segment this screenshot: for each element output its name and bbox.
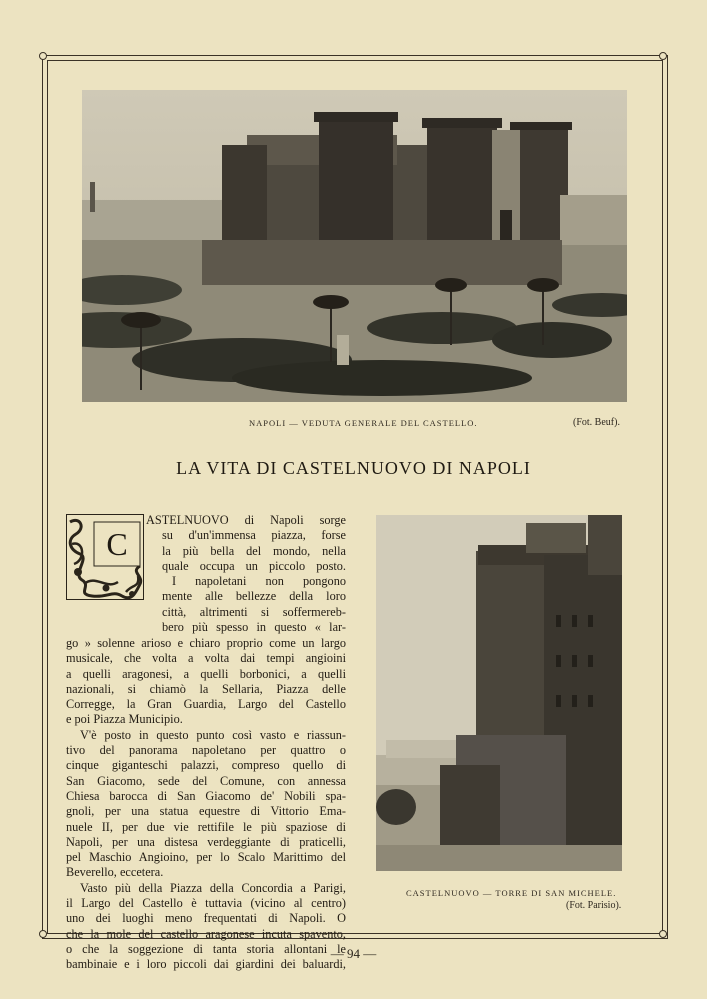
text-line: Corregge, la Gran Guardia, Largo del Castello bbox=[66, 697, 346, 712]
tower-credit: (Fot. Parisio). bbox=[566, 900, 622, 911]
text-line: gnoli, per una statua equestre di Vittorio Ema- bbox=[66, 804, 346, 819]
page-number: — 94 — bbox=[330, 946, 377, 961]
text-line: la più bella del mondo, nella bbox=[162, 543, 346, 558]
castle-overview-caption: NAPOLI — VEDUTA GENERALE DEL CASTELLO. bbox=[249, 418, 478, 428]
text-line: cinque giganteschi palazzi, compreso quello di bbox=[66, 758, 346, 773]
text-line: bero più spesso in questo « lar- bbox=[162, 620, 346, 635]
text-line: I napoletani non pongono bbox=[172, 574, 346, 589]
text-line: città, altrimenti si soffermereb- bbox=[162, 604, 346, 619]
text-line: pel Maschio Angioino, per lo Scalo Marittimo del bbox=[66, 850, 346, 865]
text-line: nazionali, si chiamò la Sellaria, Piazza delle bbox=[66, 681, 346, 696]
text-line: uno dei luoghi meno frequentati di Napoli. O bbox=[66, 911, 346, 926]
text-line: go » solenne arioso e chiaro proprio come un largo bbox=[66, 636, 346, 650]
drop-cap-letter: C bbox=[106, 526, 128, 562]
text-line: Napoli, per una distesa verdeggiante di praticelli, bbox=[66, 834, 346, 849]
text-line: a quelli aragonesi, a quelli borbonici, a quelli bbox=[66, 666, 346, 681]
tower-caption: CASTELNUOVO — TORRE DI SAN MICHELE. bbox=[406, 888, 617, 898]
corner-ornament bbox=[39, 52, 47, 60]
text-line: mente alle bellezze della loro bbox=[162, 589, 346, 604]
text-line: Beverello, eccetera. bbox=[66, 865, 164, 880]
corner-ornament bbox=[659, 52, 667, 60]
text-line: bambinaie e i loro piccoli dai giardini dei baluardi, bbox=[66, 957, 346, 972]
text-line: nuele II, per due vie rettifile le più spaziose di bbox=[66, 819, 346, 834]
text-line: su d'un'immensa piazza, forse bbox=[162, 528, 346, 543]
text-line: il Largo del Castello è tuttavia (vicino al centro) bbox=[66, 896, 346, 911]
text-line: ASTELNUOVO di Napoli sorge bbox=[146, 513, 346, 527]
text-line: San Giacomo, sede del Comune, con annessa bbox=[66, 773, 346, 788]
text-line: quale occupa un piccolo posto. bbox=[162, 558, 346, 573]
text-line: o che la soggezione di tanta storia allontani le bbox=[66, 941, 346, 956]
drop-cap bbox=[66, 514, 144, 600]
castle-overview-photo bbox=[82, 90, 627, 402]
article-text bbox=[66, 636, 346, 973]
text-line: V'è posto in questo punto così vasto e riassun- bbox=[80, 727, 346, 742]
castle-overview-credit: (Fot. Beuf). bbox=[573, 417, 620, 428]
text-line: musicale, che volta a volta dai tempi angioini bbox=[66, 651, 346, 666]
text-line: che la mole del castello aragonese incuta spavento, bbox=[66, 926, 346, 941]
text-line: Chiesa barocca di San Giacomo de' Nobili spa- bbox=[66, 788, 346, 803]
article-text-indented bbox=[146, 513, 346, 635]
article-title: LA VITA DI CASTELNUOVO DI NAPOLI bbox=[176, 458, 531, 478]
text-line: e poi Piazza Municipio. bbox=[66, 712, 183, 727]
corner-ornament bbox=[659, 930, 667, 938]
text-line: Vasto più della Piazza della Concordia a Parigi, bbox=[80, 880, 346, 895]
tower-photo bbox=[376, 515, 622, 871]
corner-ornament bbox=[39, 930, 47, 938]
text-line: tivo del panorama napoletano per quattro o bbox=[66, 743, 346, 758]
